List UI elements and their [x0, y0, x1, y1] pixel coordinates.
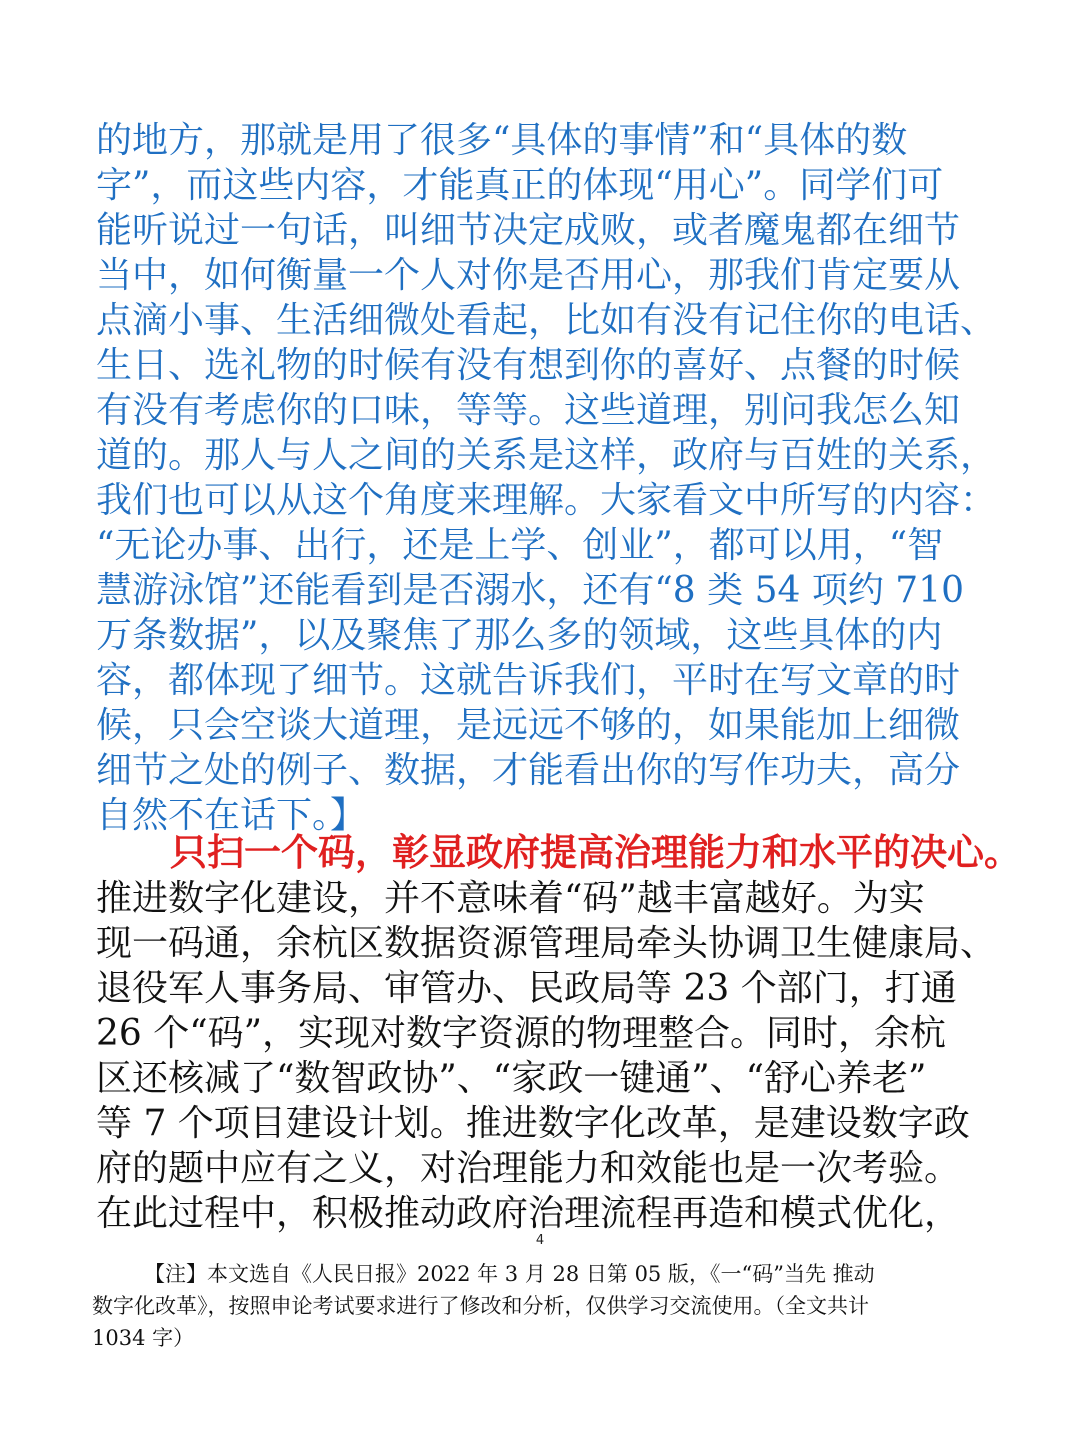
analysis-line: 有没有考虑你的口味，等等。这些道理，别问我怎么知 [96, 390, 961, 431]
analysis-line: 自然不在话下。】 [96, 795, 367, 836]
source-note [92, 1258, 992, 1354]
body-line: 26 个“码”，实现对数字资源的物理整合。同时，余杭 [96, 1013, 947, 1054]
analysis-line: 字”，而这些内容，才能真正的体现“用心”。同学们可 [96, 165, 944, 206]
section-heading: 只扫一个码，彰显政府提高治理能力和水平的决心。 [170, 830, 1021, 874]
analysis-line: 能听说过一句话，叫细节决定成败，或者魔鬼都在细节 [96, 210, 961, 251]
analysis-line: 我们也可以从这个角度来理解。大家看文中所写的内容： [96, 480, 996, 521]
analysis-line: 细节之处的例子、数据，才能看出你的写作功夫，高分 [96, 750, 961, 791]
analysis-line: 候，只会空谈大道理，是远远不够的，如果能加上细微 [96, 705, 961, 746]
analysis-line: 当中，如何衡量一个人对你是否用心，那我们肯定要从 [96, 255, 961, 296]
analysis-line: “无论办事、出行，还是上学、创业”，都可以用，“智 [96, 525, 944, 566]
body-line: 等 7 个项目建设计划。推进数字化改革，是建设数字政 [96, 1103, 970, 1144]
body-line: 推进数字化建设，并不意味着“码”越丰富越好。为实 [96, 878, 925, 919]
page-number: 4 [535, 1233, 545, 1248]
note-line: 1034 字） [92, 1326, 195, 1350]
analysis-line: 道的。那人与人之间的关系是这样，政府与百姓的关系， [96, 435, 996, 476]
body-line: 在此过程中，积极推动政府治理流程再造和模式优化， [96, 1193, 961, 1234]
body-line: 区还核减了“数智政协”、“家政一键通”、“舒心养老” [96, 1058, 927, 1099]
analysis-line: 的地方，那就是用了很多“具体的事情”和“具体的数 [96, 120, 908, 161]
note-line: 【注】本文选自《人民日报》2022 年 3 月 28 日第 05 版，《一“码”当先 推动 [144, 1262, 875, 1286]
body-line: 退役军人事务局、审管办、民政局等 23 个部门，打通 [96, 968, 957, 1009]
analysis-paragraph [96, 118, 996, 838]
analysis-line: 容，都体现了细节。这就告诉我们，平时在写文章的时 [96, 660, 961, 701]
body-line: 现一码通，余杭区数据资源管理局牵头协调卫生健康局、 [96, 923, 996, 964]
analysis-line: 慧游泳馆”还能看到是否溺水，还有“8 类 54 项约 710 [96, 570, 965, 611]
analysis-line: 万条数据”，以及聚焦了那么多的领域，这些具体的内 [96, 615, 943, 656]
body-paragraph [96, 876, 996, 1236]
analysis-line: 生日、选礼物的时候有没有想到你的喜好、点餐的时候 [96, 345, 961, 386]
analysis-line: 点滴小事、生活细微处看起，比如有没有记住你的电话、 [96, 300, 996, 341]
body-line: 府的题中应有之义，对治理能力和效能也是一次考验。 [96, 1148, 961, 1189]
note-line: 数字化改革》，按照申论考试要求进行了修改和分析，仅供学习交流使用。（全文共计 [92, 1294, 869, 1318]
